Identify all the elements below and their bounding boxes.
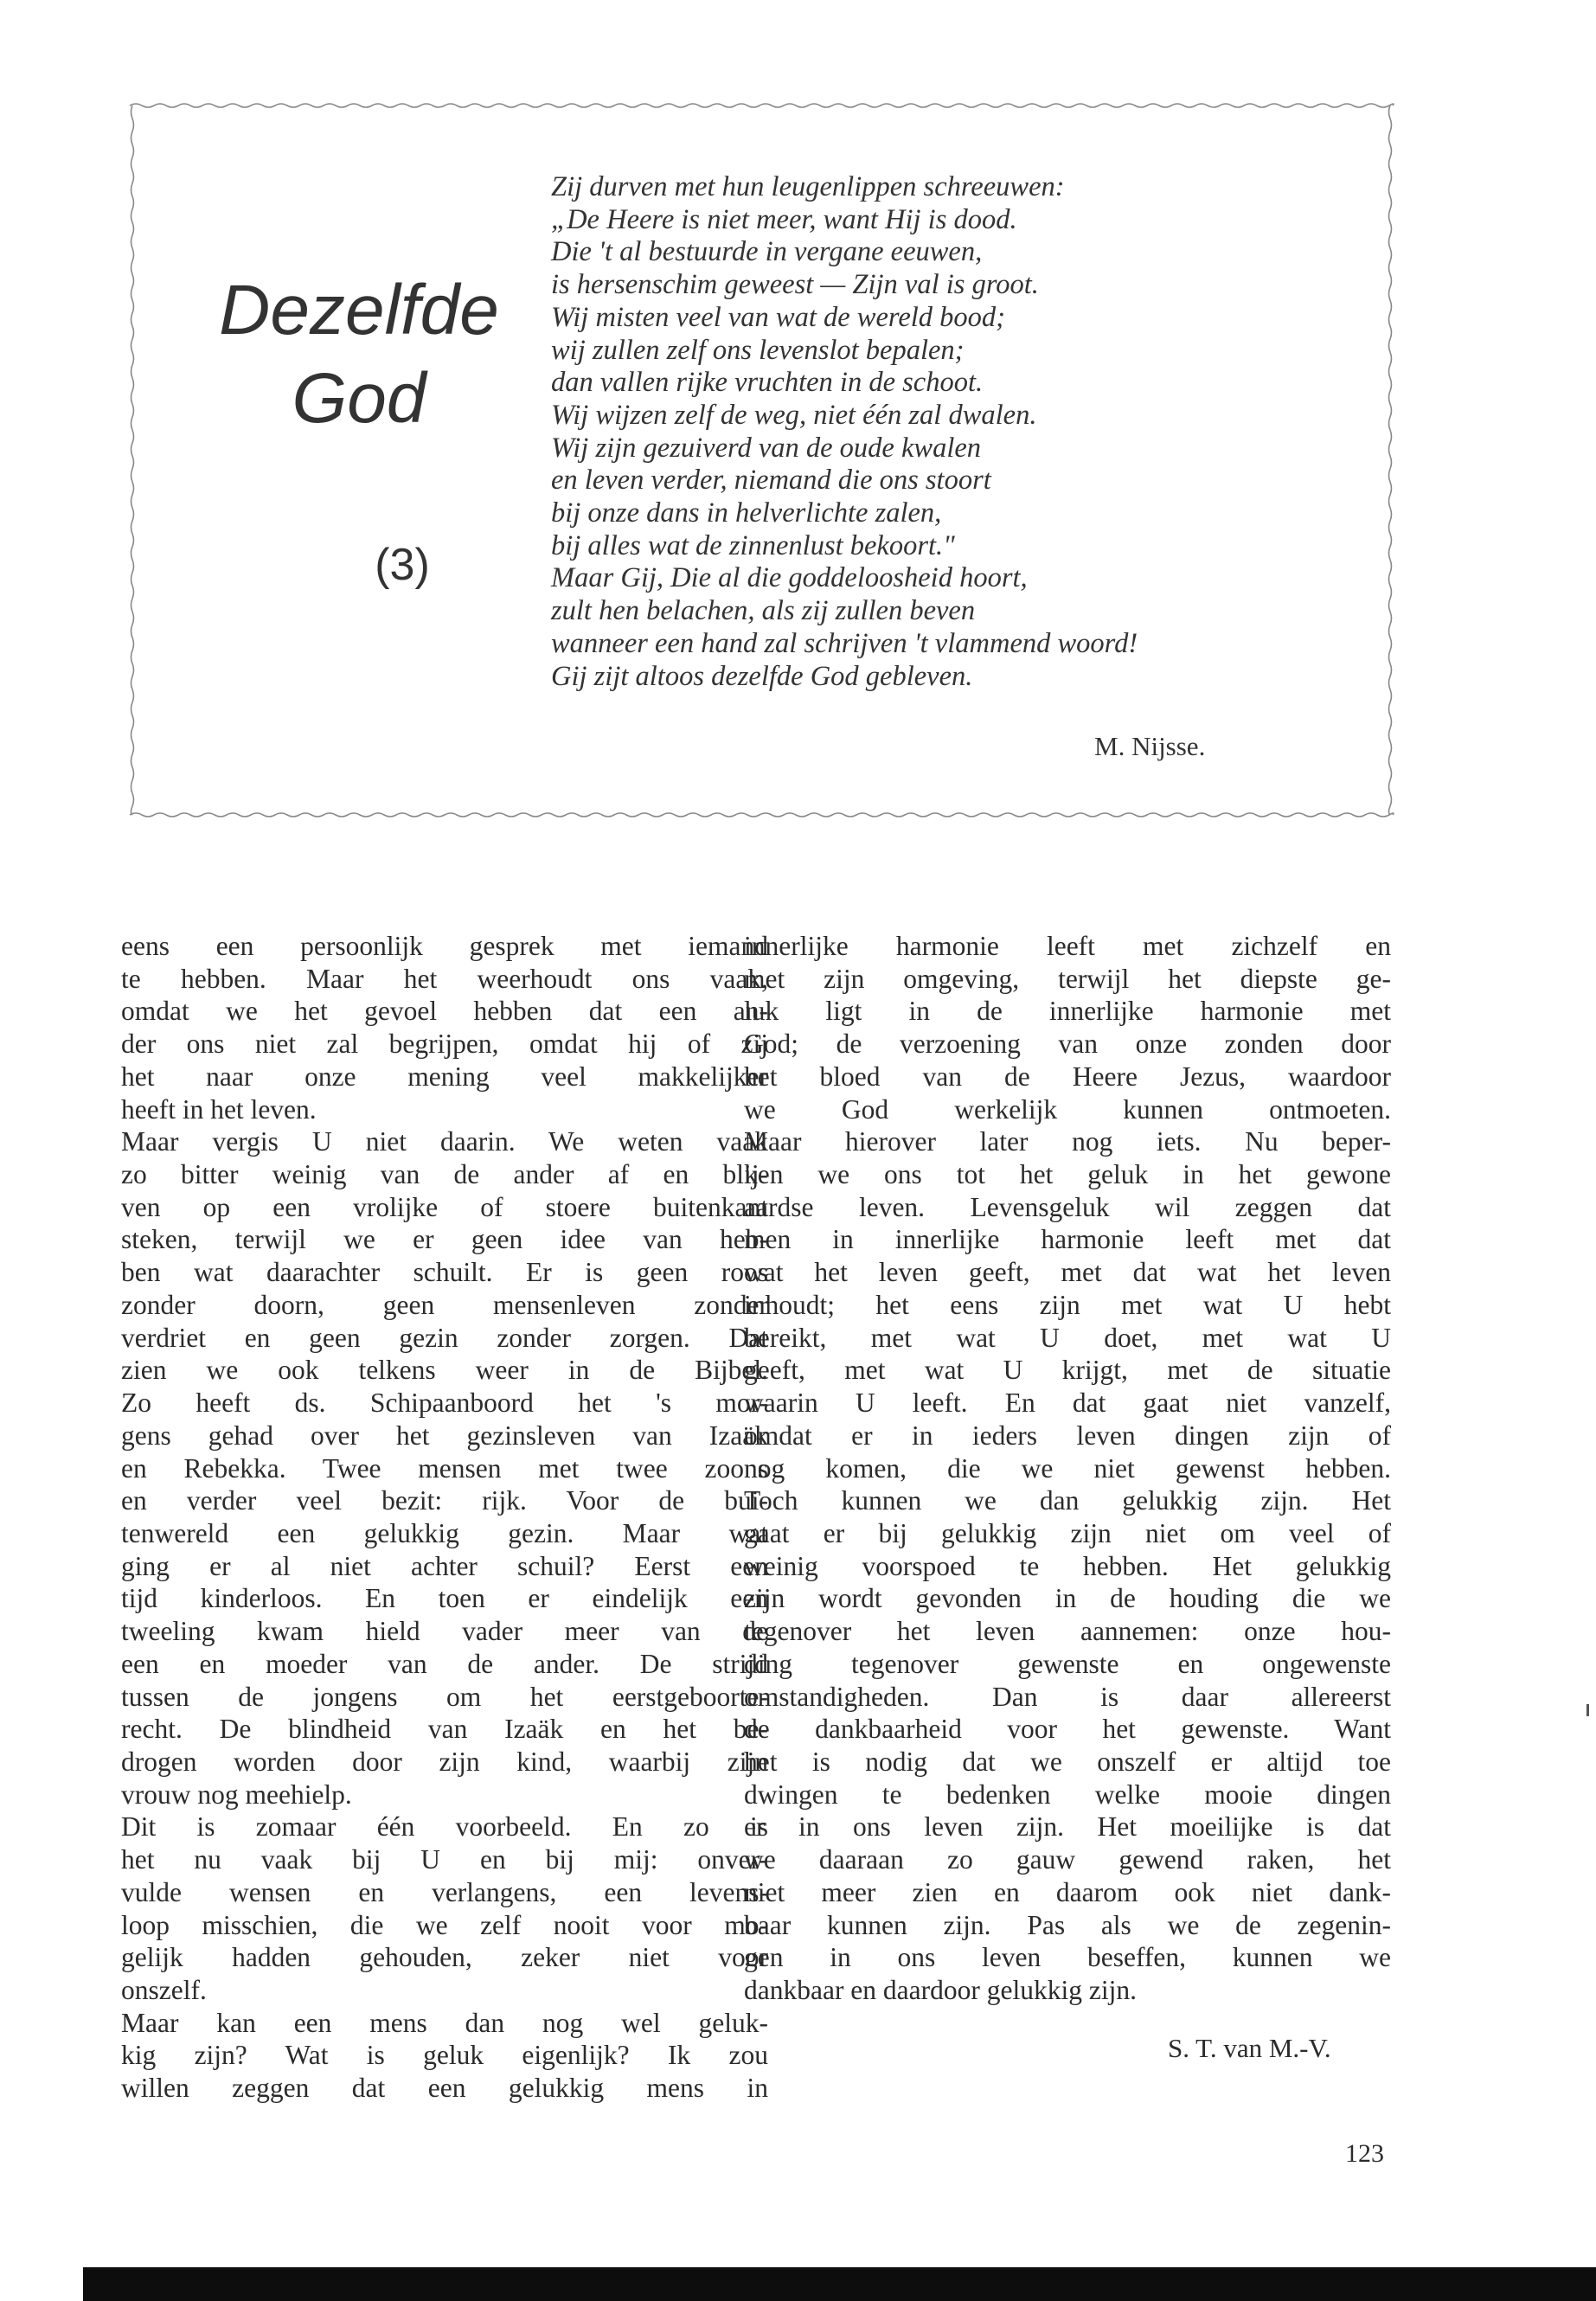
article-line: Zo heeft ds. Schipaanboord het 's mor-: [121, 1388, 768, 1419]
poem-line: Maar Gij, Die al die goddeloosheid hoort,: [551, 562, 1028, 594]
article-line: ging er al niet achter schuil? Eerst een: [121, 1550, 768, 1581]
article-line: verdriet en geen gezin zonder zorgen. Dat: [121, 1322, 768, 1353]
article-line: met zijn omgeving, terwijl het diepste ge-: [744, 963, 1391, 994]
poem-body: [551, 171, 1381, 693]
article-line: en Rebekka. Twee mensen met twee zoons: [121, 1452, 768, 1484]
article-line: eens een persoonlijk gesprek met iemand: [121, 931, 768, 961]
article-column-left: [121, 930, 768, 2105]
poem-line: zult hen belachen, als zij zullen beven: [551, 595, 976, 627]
article-line: willen zeggen dat een gelukkig mens in: [121, 2073, 768, 2104]
article-line: het bloed van de Heere Jezus, waardoor: [744, 1061, 1391, 1092]
poem-line: „De Heere is niet meer, want Hij is dood.: [551, 203, 1017, 235]
article-line: er in ons leven zijn. Het moeilijke is dat: [744, 1811, 1391, 1843]
article-line: inhoudt; het eens zijn met wat U hebt: [744, 1289, 1391, 1320]
poem-title-line-1: Dezelfde: [219, 271, 499, 349]
article-line: tenwereld een gelukkig gezin. Maar wat: [121, 1517, 768, 1548]
article-line: Maar kan een mens dan nog wel geluk-: [121, 2007, 768, 2038]
article-line: het is nodig dat we onszelf er altijd toe: [744, 1746, 1391, 1777]
article-line: der ons niet zal begrijpen, omdat hij of zij: [121, 1029, 768, 1060]
poem-line: wanneer een hand zal schrijven 't vlammend woord!: [551, 627, 1138, 659]
article-line: zo bitter weinig van de ander af en blij-: [121, 1159, 768, 1190]
wavy-border-left: [131, 106, 134, 815]
article-line: Dit is zomaar één voorbeeld. En zo is: [121, 1811, 768, 1843]
article-line: zonder doorn, geen mensenleven zonder: [121, 1289, 768, 1320]
article-line: gaat er bij gelukkig zijn niet om veel of: [744, 1517, 1391, 1548]
poem-part-number: (3): [375, 540, 430, 590]
article-line: ben wat daarachter schuilt. Er is geen roos: [121, 1257, 768, 1288]
poem-line: is hersenschim geweest — Zijn val is groot.: [551, 269, 1039, 301]
poem-line: bij alles wat de zinnenlust bekoort.": [551, 529, 955, 561]
poem-line: en leven verder, niemand die ons stoort: [551, 465, 991, 497]
poem-author: M. Nijsse.: [1094, 731, 1206, 761]
poem-line: Gij zijt altoos dezelfde God gebleven.: [551, 660, 973, 692]
article-line: te hebben. Maar het weerhoudt ons vaak,: [121, 963, 768, 994]
article-line: omstandigheden. Dan is daar allereerst: [744, 1681, 1391, 1712]
article-line: zien we ook telkens weer in de Bijbel.: [121, 1355, 768, 1386]
article-line: onszelf.: [121, 1975, 207, 2005]
article-line: het nu vaak bij U en bij mij: onver-: [121, 1844, 768, 1875]
article-line: recht. De blindheid van Izaäk en het be-: [121, 1714, 768, 1745]
article-line: de dankbaarheid voor het gewenste. Want: [744, 1714, 1391, 1745]
article-line: we God werkelijk kunnen ontmoeten.: [744, 1093, 1391, 1125]
wavy-border-bottom: [130, 813, 1394, 817]
article-line: niet meer zien en daarom ook niet dank-: [744, 1876, 1391, 1907]
article-line: tussen de jongens om het eerstgeboorte-: [121, 1681, 768, 1712]
article-line: tegenover het leven aannemen: onze hou-: [744, 1616, 1391, 1647]
article-line: gens gehad over het gezinsleven van Izaäk: [121, 1420, 768, 1451]
article-line: God; de verzoening van onze zonden door: [744, 1029, 1391, 1060]
article-line: geeft, met wat U krijgt, met de situatie: [744, 1355, 1391, 1386]
article-line: vrouw nog meehielp.: [121, 1779, 352, 1810]
article-line: drogen worden door zijn kind, waarbij zijn: [121, 1746, 768, 1777]
wavy-border-right: [1389, 106, 1392, 815]
article-line: heeft in het leven.: [121, 1093, 317, 1125]
article-line: Maar hierover later nog iets. Nu beper-: [744, 1126, 1391, 1157]
article-line: luk ligt in de innerlijke harmonie met: [744, 996, 1391, 1027]
article-line: steken, terwijl we er geen idee van heb-: [121, 1224, 768, 1255]
article-line: het naar onze mening veel makkelijker: [121, 1061, 768, 1092]
page-number: 123: [1345, 2139, 1384, 2168]
article-line: tijd kinderloos. En toen er eindelijk een: [121, 1583, 768, 1614]
article-line: omdat we het gevoel hebben dat een an-: [121, 996, 768, 1027]
poem-line: bij onze dans in helverlichte zalen,: [551, 497, 942, 529]
article-line: kig zijn? Wat is geluk eigenlijk? Ik zou: [121, 2040, 768, 2071]
scan-edge-bar: [83, 2267, 1596, 2301]
article-line: vulde wensen en verlangens, een levens-: [121, 1876, 768, 1907]
article-line: wat het leven geeft, met dat wat het leven: [744, 1257, 1391, 1288]
article-line: omdat er in ieders leven dingen zijn of: [744, 1420, 1391, 1451]
article-line: tweeling kwam hield vader meer van de: [121, 1616, 768, 1647]
article-line: innerlijke harmonie leeft met zichzelf en: [744, 931, 1391, 961]
article-line: waarin U leeft. En dat gaat niet vanzelf,: [744, 1388, 1391, 1419]
poem-title: [212, 266, 506, 443]
article-line: zijn wordt gevonden in de houding die we: [744, 1583, 1391, 1614]
article-line: dwingen te bedenken welke mooie dingen: [744, 1779, 1391, 1810]
article-line: we daaraan zo gauw gewend raken, het: [744, 1844, 1391, 1875]
article-column-right: [744, 930, 1391, 2007]
poem-line: dan vallen rijke vruchten in de schoot.: [551, 367, 984, 399]
article-signature: S. T. van M.-V.: [1168, 2033, 1331, 2063]
poem-line: Wij misten veel van wat de wereld bood;: [551, 301, 1005, 333]
article-line: men in innerlijke harmonie leeft met dat: [744, 1224, 1391, 1255]
poem-title-line-2: God: [292, 359, 426, 438]
article-line: ding tegenover gewenste en ongewenste: [744, 1648, 1391, 1679]
article-line: ken we ons tot het geluk in het gewone: [744, 1159, 1391, 1190]
article-line: gelijk hadden gehouden, zeker niet voor: [121, 1942, 768, 1973]
wavy-border-top: [130, 104, 1394, 107]
article-line: bereikt, met wat U doet, met wat U: [744, 1322, 1391, 1353]
article-line: ven op een vrolijke of stoere buitenkant: [121, 1191, 768, 1222]
article-line: aardse leven. Levensgeluk wil zeggen dat: [744, 1191, 1391, 1222]
article-line: weinig voorspoed te hebben. Het gelukkig: [744, 1550, 1391, 1581]
article-line: loop misschien, die we zelf nooit voor mo-: [121, 1909, 768, 1940]
poem-line: Wij wijzen zelf de weg, niet één zal dwalen.: [551, 399, 1037, 431]
article-line: Maar vergis U niet daarin. We weten vaak: [121, 1126, 768, 1157]
poem-frame: [130, 102, 1393, 818]
article-line: Toch kunnen we dan gelukkig zijn. Het: [744, 1485, 1391, 1516]
poem-line: Die 't al bestuurde in vergane eeuwen,: [551, 236, 983, 268]
article-line: en verder veel bezit: rijk. Voor de bui-: [121, 1485, 768, 1516]
article-line: gen in ons leven beseffen, kunnen we: [744, 1942, 1391, 1973]
article-line: baar kunnen zijn. Pas als we de zegenin-: [744, 1909, 1391, 1940]
article-line: nog komen, die we niet gewenst hebben.: [744, 1452, 1391, 1484]
poem-line: wij zullen zelf ons levenslot bepalen;: [551, 334, 965, 366]
poem-line: Wij zijn gezuiverd van de oude kwalen: [551, 432, 982, 464]
margin-mark: [1586, 1704, 1589, 1716]
article-line: een en moeder van de ander. De strijd: [121, 1648, 768, 1679]
article-line: dankbaar en daardoor gelukkig zijn.: [744, 1975, 1137, 2005]
poem-line: Zij durven met hun leugenlippen schreeuwen:: [551, 171, 1065, 202]
